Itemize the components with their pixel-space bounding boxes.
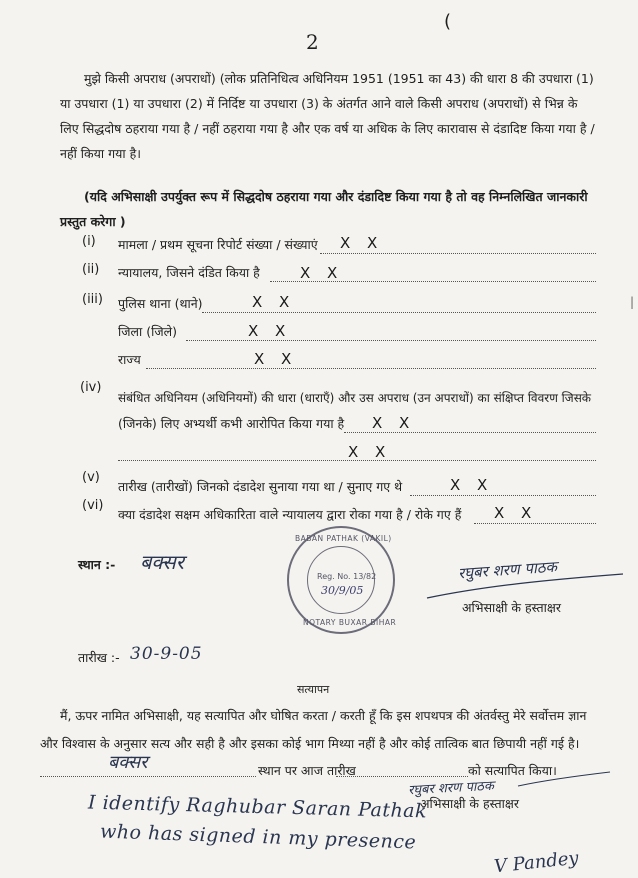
item-state-value: X X bbox=[254, 350, 298, 368]
deponent-signature-label-2: अभिसाक्षी के हस्ताक्षर bbox=[420, 796, 519, 811]
verify-date-line bbox=[336, 776, 468, 777]
item-vi-number: (vi) bbox=[82, 498, 104, 513]
verify-place-value: बक्सर bbox=[108, 752, 148, 773]
item-v-value: X X bbox=[450, 476, 494, 494]
item-i-label: मामला / प्रथम सूचना रिपोर्ट संख्या / संख्याएं bbox=[118, 237, 318, 252]
item-iii-number: (iii) bbox=[82, 292, 103, 307]
signature-bottom-stroke bbox=[516, 770, 612, 790]
deponent-signature-top: रघुबर शरण पाठक bbox=[457, 557, 558, 583]
item-i-value: X X bbox=[340, 234, 384, 252]
verify-end-text: को सत्यापित किया। bbox=[468, 763, 557, 778]
verification-text: मैं, ऊपर नामित अभिसाक्षी, यह सत्यापित और घोषित करता / करती हूँ कि इस शपथपत्र की अंतर्वस्तु मेरे सर्वोत्तम ज्ञान और विश्वास के अनुसार सत्य और सही है और इसका कोई भाग मिथ्या नहीं है और कोई तात्विक बात छिपायी नहीं गई है। bbox=[40, 708, 587, 751]
item-iii-value: X X bbox=[252, 293, 296, 311]
item-iv-number: (iv) bbox=[80, 380, 102, 395]
notary-stamp bbox=[287, 526, 395, 634]
margin-mark: | bbox=[630, 295, 635, 309]
item-iv-value: X X bbox=[372, 414, 416, 432]
page-corner-mark: ( bbox=[444, 11, 452, 32]
identification-line1: I identify Raghubar Saran Pathak bbox=[87, 791, 428, 823]
deponent-signature-bottom: रघुबर शरण पाठक bbox=[407, 778, 495, 799]
item-vi-line bbox=[474, 523, 596, 524]
item-vi-label: क्या दंडादेश सक्षम अधिकारिता वाले न्यायालय द्वारा रोका गया है / रोके गए हैं bbox=[118, 507, 462, 522]
item-v-line bbox=[410, 495, 596, 496]
signature-underline bbox=[425, 572, 625, 602]
item-district-value: X X bbox=[248, 322, 292, 340]
verify-middle-text: स्थान पर आज तारीख bbox=[258, 763, 356, 778]
item-ii-label: न्यायालय, जिसने दंडित किया है bbox=[118, 265, 260, 280]
stamp-center-date: 30/9/05 bbox=[321, 584, 364, 597]
item-district-line bbox=[186, 340, 596, 341]
item-iv-line1 bbox=[344, 432, 596, 433]
item-iv-label-line2: (जिनके) लिए अभ्यर्थी कभी आरोपित किया गया है bbox=[118, 416, 345, 431]
item-i-number: (i) bbox=[82, 234, 96, 249]
item-iv-label-line1: संबंधित अधिनियम (अधिनियमों) की धारा (धाराएँ) और उस अपराध (उन अपराधों) का संक्षिप्त विवरण जिसके bbox=[118, 391, 592, 405]
item-vi-value: X X bbox=[494, 504, 538, 522]
place-label: स्थान :- bbox=[78, 557, 116, 572]
deponent-signature-label: अभिसाक्षी के हस्ताक्षर bbox=[462, 600, 561, 615]
stamp-ring-top: BABAN PATHAK (VAKIL) bbox=[295, 534, 392, 543]
item-state-line bbox=[146, 368, 596, 369]
item-v-number: (v) bbox=[82, 470, 100, 485]
identification-line2: who has signed in my presence bbox=[99, 820, 417, 854]
item-v-label: तारीख (तारीखों) जिनको दंडादेश सुनाया गया था / सुनाए गए थे bbox=[118, 479, 403, 494]
item-iv-value-2: X X bbox=[348, 443, 392, 461]
item-state-label: राज्य bbox=[118, 352, 141, 367]
stamp-center: Reg. No. 13/82 bbox=[317, 572, 377, 581]
date-value: 30-9-05 bbox=[130, 644, 203, 664]
verify-place-line bbox=[40, 776, 256, 777]
item-iii-label: पुलिस थाना (थाने) bbox=[118, 296, 203, 311]
date-label: तारीख :- bbox=[78, 650, 120, 665]
page-number: 2 bbox=[306, 30, 319, 54]
item-ii-value: X X bbox=[300, 264, 344, 282]
item-i-line bbox=[320, 253, 596, 254]
stamp-ring-bottom: NOTARY BUXAR BIHAR bbox=[303, 618, 397, 627]
verification-heading: सत्यापन bbox=[297, 683, 330, 696]
item-iii-line bbox=[202, 312, 596, 313]
place-value: बक्सर bbox=[140, 550, 184, 574]
identifier-signature: V Pandey bbox=[493, 847, 580, 878]
paragraph-conditional: (यदि अभिसाक्षी उपर्युक्त रूप में सिद्धदोष ठहराया गया और दंडादिष्ट किया गया है तो वह निम्नलिखित जानकारी प्रस्तुत करेगा ) bbox=[60, 189, 588, 229]
paragraph-conviction: मुझे किसी अपराध (अपराधों) (लोक प्रतिनिधित्व अधिनियम 1951 (1951 का 43) की धारा 8 की उपधारा (1) या उपधारा (1) या उपधारा (2) में निर्दिष्ट या उपधारा (3) के अंतर्गत आने वाले किसी अपराध (अपराधों) से भिन्न के लिए सिद्धदोष ठहराया गया है / नहीं ठहराया गया है और एक वर्ष या अधिक के लिए कारावास से दंडादिष्ट किया गया है / नहीं किया गया है। bbox=[60, 71, 595, 161]
item-district-label: जिला (जिले) bbox=[118, 324, 177, 339]
item-ii-number: (ii) bbox=[82, 262, 100, 277]
